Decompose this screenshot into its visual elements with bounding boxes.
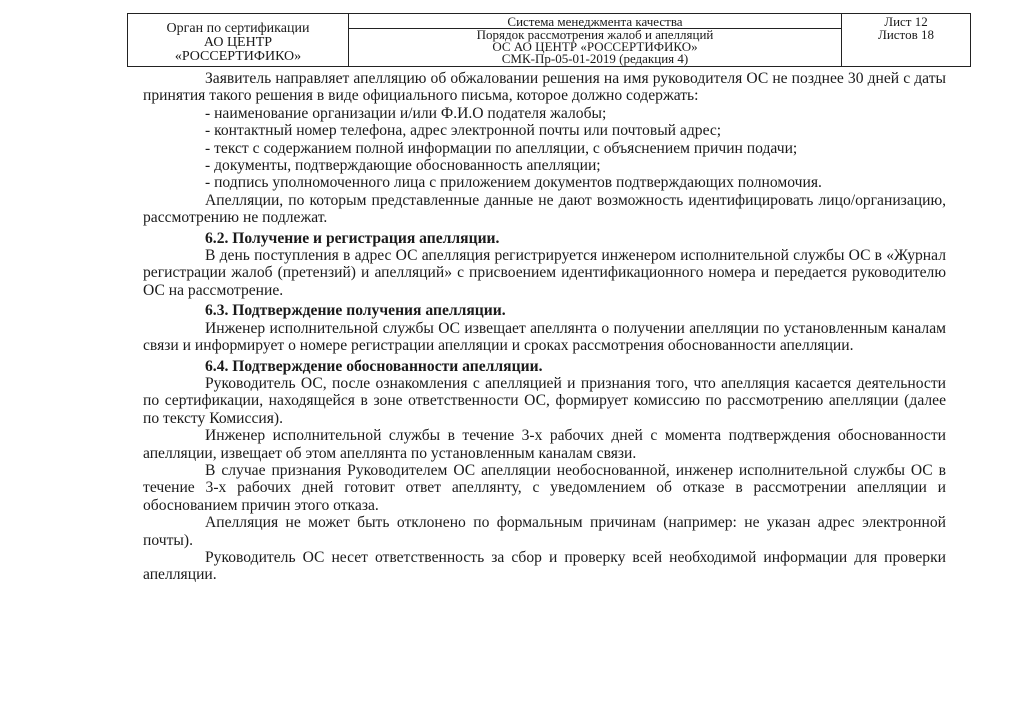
org-line-1: Орган по сертификации xyxy=(166,21,310,36)
doc-title-line-2: ОС АО ЦЕНТР «РОССЕРТИФИКО» xyxy=(492,39,698,54)
paragraph: В случае признания Руководителем ОС апелляции необоснованной, инженер исполнительной службы ОС в течение 3-х рабочих дней готовит ответ апеллянту, с уведомлением об отказе в рассмотрении апелляции и обоснованием причин этого отказа. xyxy=(143,461,946,514)
list-item: - подпись уполномоченного лица с приложением документов подтверждающих полномочия. xyxy=(205,174,822,192)
sheet-number: Лист 12 xyxy=(884,14,928,29)
paragraph: Заявитель направляет апелляцию об обжаловании решения на имя руководителя ОС не позднее 30 дней с даты принятия такого решения в виде официального письма, которое должно содержать: xyxy=(143,70,946,105)
paragraph: Апелляция не может быть отклонено по формальным причинам (например: не указан адрес электронной почты). xyxy=(143,514,946,549)
list-item: - текст с содержанием полной информации по апелляции, с объяснением причин подачи; xyxy=(205,139,798,157)
document-header xyxy=(127,13,971,67)
paragraph: Апелляции, по которым представленные данные не дают возможность идентифицировать лицо/организацию, рассмотрению не подлежат. xyxy=(143,191,946,227)
paragraph: Руководитель ОС несет ответственность за сбор и проверку всей необходимой информации для проверки апелляции. xyxy=(143,548,946,584)
paragraph: Инженер исполнительной службы ОС извещает апеллянта о получении апелляции по установленным каналам связи и информирует о номере регистрации апелляции и сроках рассмотрения обоснованности апелляции. xyxy=(143,319,946,355)
org-line-3: «РОССЕРТИФИКО» xyxy=(174,49,302,64)
section-heading-6-2: 6.2. Получение и регистрация апелляции. xyxy=(205,229,500,247)
list-item: - наименование организации и/или Ф.И.О подателя жалобы; xyxy=(205,104,607,122)
list-item: - контактный номер телефона, адрес электронной почты или почтовый адрес; xyxy=(205,122,722,140)
paragraph: В день поступления в адрес ОС апелляция регистрируется инженером исполнительной службы ОС в «Журнал регистрации жалоб (претензий) и апелляций» с присвоением идентификационного номера и передается руководителю ОС на рассмотрение. xyxy=(143,247,946,299)
sheets-total: Листов 18 xyxy=(878,27,934,42)
certification-body-cell xyxy=(128,14,349,67)
doc-code: СМК-Пр-05-01-2019 (редакция 4) xyxy=(501,51,689,66)
paragraph: Руководитель ОС, после ознакомления с апелляцией и признания того, что апелляция касается деятельности по сертификации, находящейся в зоне ответственности ОС, формирует комиссию по рассмотрению апелляции (далее по тексту Комиссия). xyxy=(143,374,946,427)
list-item: - документы, подтверждающие обоснованность апелляции; xyxy=(205,157,601,175)
doc-title-line-1: Порядок рассмотрения жалоб и апелляций xyxy=(476,27,714,42)
quality-system-title: Система менеджмента качества xyxy=(349,14,841,29)
section-heading-6-3: 6.3. Подтверждение получения апелляции. xyxy=(205,302,506,320)
document-title-cell xyxy=(349,14,842,67)
sheet-info-cell xyxy=(842,14,971,67)
org-line-2: АО ЦЕНТР xyxy=(203,35,273,50)
document-body xyxy=(143,70,946,584)
section-heading-6-4: 6.4. Подтверждение обоснованности апелляции. xyxy=(205,357,543,375)
paragraph: Инженер исполнительной службы в течение 3-х рабочих дней с момента подтверждения обоснованности апелляции, извещает об этом апеллянта по установленным каналам связи. xyxy=(143,427,946,462)
